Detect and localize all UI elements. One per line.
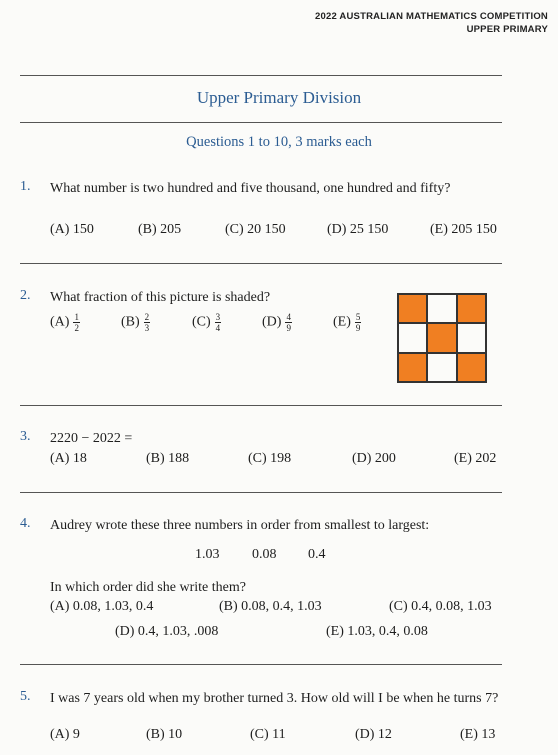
- answer-option: (D) 0.4, 1.03, .008: [115, 624, 219, 639]
- unshaded-cell: [457, 323, 486, 352]
- shaded-cell: [457, 294, 486, 323]
- unshaded-cell: [398, 323, 427, 352]
- shaded-grid-figure: [397, 293, 487, 383]
- shaded-cell: [427, 323, 456, 352]
- answer-option: (E) 205 150: [430, 222, 497, 237]
- shaded-cell: [398, 294, 427, 323]
- question-prompt: In which order did she write them?: [50, 580, 246, 595]
- number-item: 0.4: [308, 547, 326, 562]
- question-text: Audrey wrote these three numbers in order from smallest to largest:: [50, 518, 430, 533]
- fraction: [144, 312, 151, 333]
- answer-option: (B) 0.08, 0.4, 1.03: [219, 599, 322, 614]
- option-label: (C): [192, 314, 211, 330]
- answer-option: (C) 0.4, 0.08, 1.03: [389, 599, 492, 614]
- divider: [20, 75, 502, 76]
- fraction: [285, 312, 292, 333]
- denominator: 4: [215, 323, 221, 333]
- shaded-cell: [457, 353, 486, 382]
- divider: [20, 263, 502, 264]
- answer-option: (C) 198: [248, 451, 292, 466]
- unshaded-cell: [427, 294, 456, 323]
- question-number: 1.: [20, 179, 31, 194]
- answer-option: (E) 202: [454, 451, 497, 466]
- numerator: 2: [144, 312, 150, 322]
- header-line-2: UPPER PRIMARY: [466, 24, 548, 35]
- numerator: 5: [355, 312, 361, 322]
- question-number: 2.: [20, 288, 31, 303]
- question-text: What number is two hundred and five thousand, one hundred and fifty?: [50, 181, 451, 196]
- answer-option: (B) 10: [146, 727, 183, 742]
- answer-option: [121, 312, 150, 333]
- option-label: (A): [50, 314, 70, 330]
- answer-option: (A) 9: [50, 727, 80, 742]
- division-title: Upper Primary Division: [196, 88, 362, 107]
- denominator: 9: [286, 323, 291, 333]
- denominator: 9: [355, 323, 361, 333]
- fraction: [355, 312, 362, 333]
- competition-header: [315, 10, 548, 36]
- answer-option: (A) 0.08, 1.03, 0.4: [50, 599, 154, 614]
- denominator: 2: [74, 323, 79, 333]
- divider: [20, 492, 502, 493]
- question-number: 5.: [20, 689, 31, 704]
- option-label: (D): [262, 314, 282, 330]
- shaded-cell: [398, 353, 427, 382]
- answer-option: [192, 312, 221, 333]
- fraction: [215, 312, 222, 333]
- question-number: 4.: [20, 516, 31, 531]
- answer-option: [262, 312, 292, 333]
- answer-option: (D) 25 150: [327, 222, 389, 237]
- numerator: 4: [286, 312, 291, 322]
- divider: [20, 122, 502, 123]
- answer-option: (D) 200: [352, 451, 396, 466]
- number-item: 1.03: [195, 547, 220, 562]
- question-text: What fraction of this picture is shaded?: [50, 290, 271, 305]
- fraction: [73, 312, 80, 333]
- answer-option: (E) 13: [460, 727, 496, 742]
- answer-option: (D) 12: [355, 727, 392, 742]
- answer-option: (E) 1.03, 0.4, 0.08: [326, 624, 428, 639]
- divider: [20, 405, 502, 406]
- question-text: I was 7 years old when my brother turned 3. How old will I be when he turns 7?: [50, 691, 499, 706]
- number-item: 0.08: [252, 547, 277, 562]
- question-text: 2220 − 2022 =: [50, 431, 133, 446]
- question-number: 3.: [20, 429, 31, 444]
- answer-option: (A) 18: [50, 451, 87, 466]
- unshaded-cell: [427, 353, 456, 382]
- answer-option: (B) 205: [138, 222, 182, 237]
- section-subtitle: Questions 1 to 10, 3 marks each: [186, 134, 372, 150]
- numerator: 1: [74, 312, 79, 322]
- answer-option: (C) 11: [250, 727, 286, 742]
- option-label: (B): [121, 314, 140, 330]
- denominator: 3: [144, 323, 150, 333]
- answer-option: (C) 20 150: [225, 222, 286, 237]
- numerator: 3: [215, 312, 221, 322]
- header-line-1: 2022 AUSTRALIAN MATHEMATICS COMPETITION: [315, 11, 548, 22]
- answer-option: [333, 312, 361, 333]
- option-label: (E): [333, 314, 351, 330]
- answer-option: [50, 312, 80, 333]
- answer-option: (B) 188: [146, 451, 190, 466]
- divider: [20, 664, 502, 665]
- answer-option: (A) 150: [50, 222, 94, 237]
